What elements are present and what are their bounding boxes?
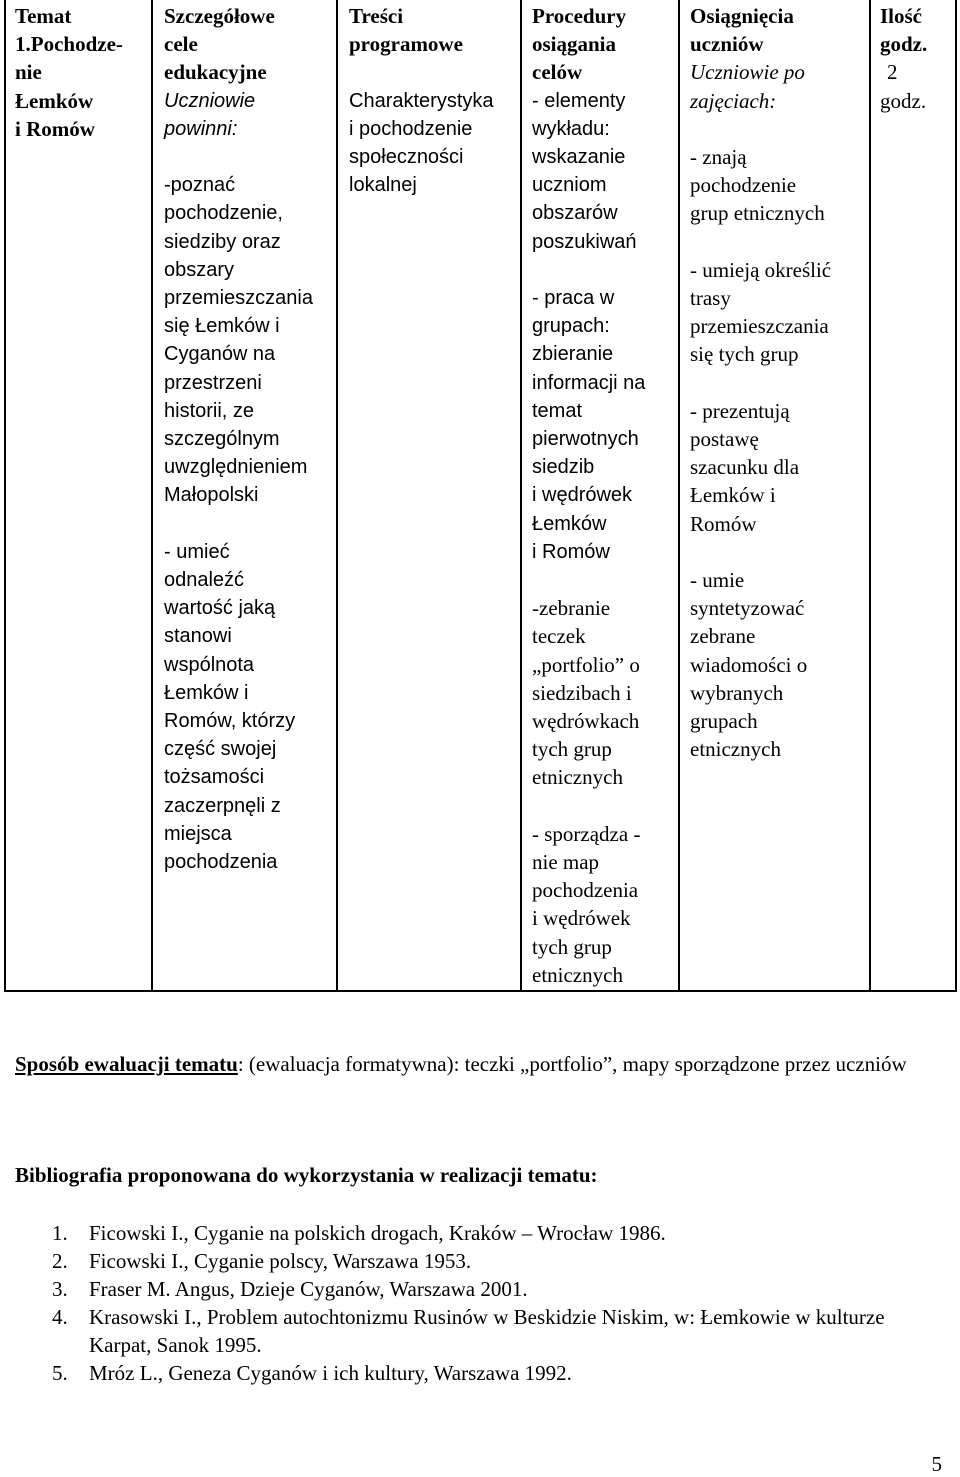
tresci-content: Charakterystyka i pochodzenie społeczności lokalnej xyxy=(349,89,494,197)
cele-intro: Uczniowie powinni: xyxy=(164,89,256,140)
bibliography-list xyxy=(52,1219,942,1387)
column-divider xyxy=(336,0,338,992)
achievement-2: - umieją określić trasy przemieszczania się tych grup xyxy=(690,257,832,367)
column-divider xyxy=(151,0,153,992)
procedure-maps: - sporządza - nie map pochodzenia i wędrówek tych grup etnicznych xyxy=(532,821,641,987)
list-item: 4. Krasowski I., Problem autochtonizmu Rusinów w Beskidzie Niskim, w: Łemkowie w kulturze Karpat, Sanok 1995. xyxy=(52,1305,885,1357)
table-border-left xyxy=(4,0,6,992)
list-item: 3. Fraser M. Angus, Dzieje Cyganów, Warszawa 2001. xyxy=(52,1277,528,1301)
syllabus-table xyxy=(4,0,957,992)
osiagniecia-column xyxy=(690,2,868,763)
table-border-bottom xyxy=(4,990,957,992)
procedury-column xyxy=(532,2,677,989)
header-ilosc: Ilość godz. xyxy=(880,4,928,57)
column-divider xyxy=(520,0,522,992)
bibliography-heading: Bibliografia proponowana do wykorzystania w realizacji tematu: xyxy=(15,1163,598,1187)
list-item: 5. Mróz L., Geneza Cyganów i ich kultury, Warszawa 1992. xyxy=(52,1361,572,1385)
achievement-3: - prezentują postawę szacunku dla Łemków i Romów xyxy=(690,398,800,536)
header-procedury: Procedury osiągania celów xyxy=(532,4,627,85)
procedure-portfolio: -zebranie teczek „portfolio” o siedzibach i wędrówkach tych grup etnicznych xyxy=(532,596,640,790)
column-divider xyxy=(869,0,871,992)
list-item: 1. Ficowski I., Cyganie na polskich drogach, Kraków – Wrocław 1986. xyxy=(52,1221,666,1245)
hours-value: 2 godz. xyxy=(880,60,927,113)
header-osiagniecia: Osiągnięcia uczniów xyxy=(690,4,794,57)
evaluation-paragraph xyxy=(15,1050,935,1078)
ilosc-column xyxy=(880,2,952,115)
header-tresci: Treści programowe xyxy=(349,4,463,57)
evaluation-text: : (ewaluacja formatywna): teczki „portfolio”, mapy sporządzone przez uczniów xyxy=(237,1052,907,1076)
header-temat: Temat xyxy=(15,4,72,28)
procedure-group-work: - praca w grupach: zbieranie informacji na temat pierwotnych siedzib i wędrówek Łemków i Romów xyxy=(532,287,646,563)
cele-column xyxy=(164,2,334,876)
achievement-1: - znają pochodzenie grup etnicznych xyxy=(690,145,825,226)
osiagniecia-intro: Uczniowie po zajęciach: xyxy=(690,60,805,113)
column-divider xyxy=(678,0,680,992)
table-border-right xyxy=(955,0,957,992)
cele-goal-1: -poznać pochodzenie, siedziby oraz obszary przemieszczania się Łemków i Cyganów na przestrzeni historii, ze szczególnym uwzględnieniem Małopolski xyxy=(164,174,313,507)
header-cele: Szczegółowe cele edukacyjne xyxy=(164,4,275,85)
procedure-lecture: - elementy wykładu: wskazanie uczniom obszarów poszukiwań xyxy=(532,89,637,253)
evaluation-label: Sposób ewaluacji tematu xyxy=(15,1052,238,1076)
tresci-column xyxy=(349,2,519,199)
cele-goal-2: - umieć odnaleźć wartość jaką stanowi wspólnota Łemków i Romów, którzy część swojej tożsamości zaczerpnęli z miejsca pochodzenia xyxy=(164,540,296,874)
page-number: 5 xyxy=(931,1452,942,1476)
list-item: 2. Ficowski I., Cyganie polscy, Warszawa 1953. xyxy=(52,1249,472,1273)
achievement-4: - umie syntetyzować zebrane wiadomości o wybranych grupach etnicznych xyxy=(690,568,808,762)
temat-column xyxy=(15,2,145,143)
topic-title: 1.Pochodze- nie Łemków i Romów xyxy=(15,32,123,141)
